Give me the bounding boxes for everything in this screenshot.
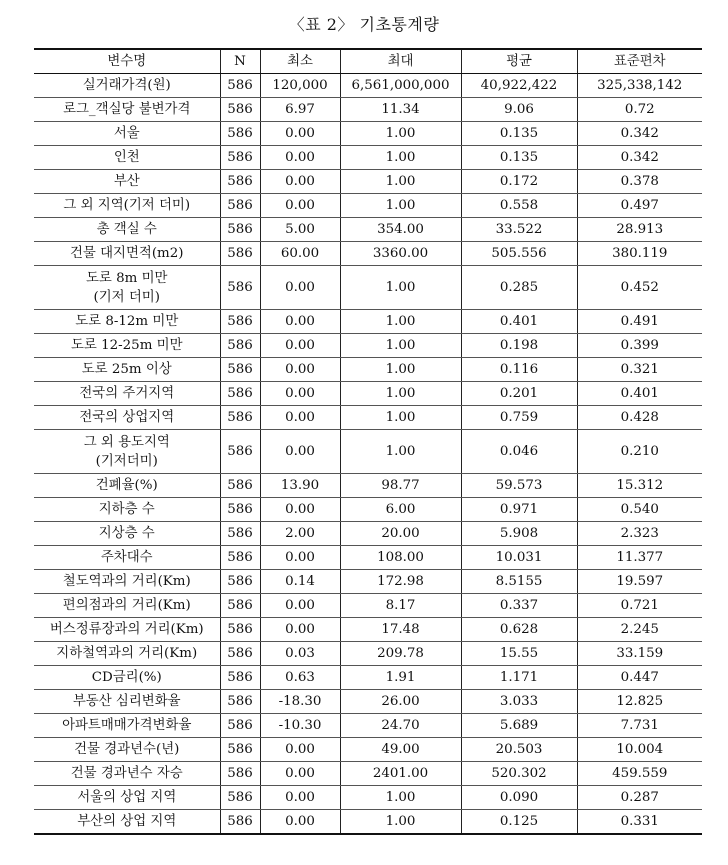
cell-n: 586 bbox=[220, 266, 260, 310]
table-body bbox=[34, 74, 702, 835]
cell-max: 172.98 bbox=[340, 570, 461, 594]
cell-max: 1.00 bbox=[340, 786, 461, 810]
cell-min: 0.00 bbox=[260, 498, 340, 522]
cell-min: 0.14 bbox=[260, 570, 340, 594]
cell-n: 586 bbox=[220, 146, 260, 170]
cell-variable-name: 주차대수 bbox=[34, 546, 220, 570]
cell-n: 586 bbox=[220, 310, 260, 334]
cell-min: 0.00 bbox=[260, 382, 340, 406]
cell-variable-name: 건물 경과년수 자승 bbox=[34, 762, 220, 786]
cell-min: -18.30 bbox=[260, 690, 340, 714]
cell-n: 586 bbox=[220, 714, 260, 738]
cell-max: 1.00 bbox=[340, 266, 461, 310]
col-header-min: 최소 bbox=[260, 49, 340, 74]
cell-n: 586 bbox=[220, 546, 260, 570]
cell-max: 1.00 bbox=[340, 334, 461, 358]
cell-n: 586 bbox=[220, 98, 260, 122]
table-header bbox=[34, 49, 702, 74]
cell-variable-name: 서울 bbox=[34, 122, 220, 146]
cell-max: 1.91 bbox=[340, 666, 461, 690]
cell-variable-name: 부산의 상업 지역 bbox=[34, 810, 220, 835]
cell-min: 120,000 bbox=[260, 74, 340, 98]
cell-sd: 0.342 bbox=[577, 122, 702, 146]
table-row bbox=[34, 594, 702, 618]
table-row bbox=[34, 242, 702, 266]
cell-max: 98.77 bbox=[340, 474, 461, 498]
cell-mean: 0.172 bbox=[461, 170, 577, 194]
cell-max: 1.00 bbox=[340, 170, 461, 194]
table-row bbox=[34, 406, 702, 430]
cell-sd: 0.428 bbox=[577, 406, 702, 430]
cell-mean: 0.971 bbox=[461, 498, 577, 522]
cell-n: 586 bbox=[220, 522, 260, 546]
cell-min: 0.00 bbox=[260, 266, 340, 310]
cell-min: 0.63 bbox=[260, 666, 340, 690]
cell-max: 6,561,000,000 bbox=[340, 74, 461, 98]
table-row bbox=[34, 690, 702, 714]
cell-min: 60.00 bbox=[260, 242, 340, 266]
cell-variable-name: 건물 대지면적(m2) bbox=[34, 242, 220, 266]
cell-variable-name: 실거래가격(원) bbox=[34, 74, 220, 98]
cell-variable-name: 전국의 주거지역 bbox=[34, 382, 220, 406]
cell-n: 586 bbox=[220, 382, 260, 406]
cell-variable-name: 그 외 용도지역 (기저더미) bbox=[34, 430, 220, 474]
cell-sd: 459.559 bbox=[577, 762, 702, 786]
cell-mean: 0.135 bbox=[461, 122, 577, 146]
table-row bbox=[34, 618, 702, 642]
cell-n: 586 bbox=[220, 242, 260, 266]
table-row bbox=[34, 666, 702, 690]
cell-max: 1.00 bbox=[340, 310, 461, 334]
cell-n: 586 bbox=[220, 690, 260, 714]
cell-variable-name: 버스정류장과의 거리(Km) bbox=[34, 618, 220, 642]
cell-sd: 7.731 bbox=[577, 714, 702, 738]
cell-variable-name: 부산 bbox=[34, 170, 220, 194]
cell-sd: 0.491 bbox=[577, 310, 702, 334]
cell-variable-name: 도로 12-25m 미만 bbox=[34, 334, 220, 358]
cell-variable-name: 지상층 수 bbox=[34, 522, 220, 546]
cell-min: 5.00 bbox=[260, 218, 340, 242]
cell-max: 2401.00 bbox=[340, 762, 461, 786]
cell-variable-name: CD금리(%) bbox=[34, 666, 220, 690]
cell-mean: 0.337 bbox=[461, 594, 577, 618]
table-row bbox=[34, 738, 702, 762]
table-row bbox=[34, 310, 702, 334]
table-row bbox=[34, 570, 702, 594]
cell-min: 0.00 bbox=[260, 786, 340, 810]
table-row bbox=[34, 546, 702, 570]
cell-max: 1.00 bbox=[340, 122, 461, 146]
cell-sd: 0.452 bbox=[577, 266, 702, 310]
cell-sd: 0.287 bbox=[577, 786, 702, 810]
cell-variable-name: 도로 8-12m 미만 bbox=[34, 310, 220, 334]
cell-variable-name: 지하층 수 bbox=[34, 498, 220, 522]
cell-n: 586 bbox=[220, 594, 260, 618]
table-row bbox=[34, 170, 702, 194]
cell-min: 0.00 bbox=[260, 146, 340, 170]
table-row bbox=[34, 498, 702, 522]
cell-sd: 0.497 bbox=[577, 194, 702, 218]
cell-min: 0.00 bbox=[260, 810, 340, 835]
cell-min: 0.00 bbox=[260, 334, 340, 358]
cell-mean: 59.573 bbox=[461, 474, 577, 498]
cell-mean: 5.689 bbox=[461, 714, 577, 738]
cell-mean: 3.033 bbox=[461, 690, 577, 714]
cell-sd: 28.913 bbox=[577, 218, 702, 242]
cell-mean: 0.198 bbox=[461, 334, 577, 358]
cell-max: 3360.00 bbox=[340, 242, 461, 266]
cell-variable-name: 인천 bbox=[34, 146, 220, 170]
cell-variable-name: 도로 8m 미만 (기저 더미) bbox=[34, 266, 220, 310]
table-row bbox=[34, 474, 702, 498]
cell-n: 586 bbox=[220, 738, 260, 762]
cell-mean: 0.285 bbox=[461, 266, 577, 310]
cell-min: 0.00 bbox=[260, 738, 340, 762]
cell-n: 586 bbox=[220, 498, 260, 522]
cell-sd: 10.004 bbox=[577, 738, 702, 762]
cell-sd: 19.597 bbox=[577, 570, 702, 594]
cell-n: 586 bbox=[220, 642, 260, 666]
cell-variable-name: 서울의 상업 지역 bbox=[34, 786, 220, 810]
cell-sd: 0.342 bbox=[577, 146, 702, 170]
cell-min: 0.00 bbox=[260, 406, 340, 430]
cell-sd: 12.825 bbox=[577, 690, 702, 714]
table-row bbox=[34, 146, 702, 170]
cell-mean: 20.503 bbox=[461, 738, 577, 762]
cell-mean: 0.401 bbox=[461, 310, 577, 334]
table-row bbox=[34, 810, 702, 835]
header-row bbox=[34, 49, 702, 74]
cell-mean: 0.090 bbox=[461, 786, 577, 810]
cell-sd: 0.540 bbox=[577, 498, 702, 522]
col-header-sd: 표준편차 bbox=[577, 49, 702, 74]
cell-mean: 0.558 bbox=[461, 194, 577, 218]
table-row bbox=[34, 194, 702, 218]
cell-max: 11.34 bbox=[340, 98, 461, 122]
cell-min: 0.00 bbox=[260, 762, 340, 786]
col-header-variable: 변수명 bbox=[34, 49, 220, 74]
cell-max: 1.00 bbox=[340, 382, 461, 406]
cell-min: 0.03 bbox=[260, 642, 340, 666]
cell-n: 586 bbox=[220, 430, 260, 474]
cell-max: 17.48 bbox=[340, 618, 461, 642]
cell-max: 1.00 bbox=[340, 194, 461, 218]
cell-max: 108.00 bbox=[340, 546, 461, 570]
table-row bbox=[34, 430, 702, 474]
table-row bbox=[34, 122, 702, 146]
table-row bbox=[34, 218, 702, 242]
cell-min: 2.00 bbox=[260, 522, 340, 546]
table-row bbox=[34, 266, 702, 310]
cell-variable-name: 전국의 상업지역 bbox=[34, 406, 220, 430]
cell-min: 6.97 bbox=[260, 98, 340, 122]
cell-sd: 2.245 bbox=[577, 618, 702, 642]
cell-mean: 5.908 bbox=[461, 522, 577, 546]
table-row bbox=[34, 786, 702, 810]
cell-sd: 0.447 bbox=[577, 666, 702, 690]
cell-n: 586 bbox=[220, 122, 260, 146]
table-row bbox=[34, 522, 702, 546]
cell-sd: 0.210 bbox=[577, 430, 702, 474]
cell-sd: 0.331 bbox=[577, 810, 702, 835]
cell-n: 586 bbox=[220, 358, 260, 382]
cell-min: 0.00 bbox=[260, 170, 340, 194]
table-row bbox=[34, 358, 702, 382]
cell-mean: 0.125 bbox=[461, 810, 577, 835]
cell-n: 586 bbox=[220, 786, 260, 810]
cell-variable-name: 철도역과의 거리(Km) bbox=[34, 570, 220, 594]
cell-sd: 15.312 bbox=[577, 474, 702, 498]
table-row bbox=[34, 382, 702, 406]
cell-min: 0.00 bbox=[260, 194, 340, 218]
cell-variable-name: 도로 25m 이상 bbox=[34, 358, 220, 382]
cell-sd: 0.399 bbox=[577, 334, 702, 358]
cell-sd: 0.721 bbox=[577, 594, 702, 618]
cell-max: 354.00 bbox=[340, 218, 461, 242]
cell-min: 13.90 bbox=[260, 474, 340, 498]
cell-max: 209.78 bbox=[340, 642, 461, 666]
cell-max: 1.00 bbox=[340, 430, 461, 474]
cell-n: 586 bbox=[220, 334, 260, 358]
cell-mean: 0.046 bbox=[461, 430, 577, 474]
col-header-max: 최대 bbox=[340, 49, 461, 74]
cell-mean: 15.55 bbox=[461, 642, 577, 666]
cell-n: 586 bbox=[220, 218, 260, 242]
cell-variable-name: 지하철역과의 거리(Km) bbox=[34, 642, 220, 666]
cell-min: 0.00 bbox=[260, 358, 340, 382]
cell-sd: 11.377 bbox=[577, 546, 702, 570]
cell-max: 49.00 bbox=[340, 738, 461, 762]
col-header-mean: 평균 bbox=[461, 49, 577, 74]
cell-variable-name: 편의점과의 거리(Km) bbox=[34, 594, 220, 618]
cell-min: 0.00 bbox=[260, 546, 340, 570]
cell-min: 0.00 bbox=[260, 618, 340, 642]
cell-min: -10.30 bbox=[260, 714, 340, 738]
cell-mean: 520.302 bbox=[461, 762, 577, 786]
cell-mean: 0.628 bbox=[461, 618, 577, 642]
cell-variable-name: 로그_객실당 불변가격 bbox=[34, 98, 220, 122]
col-header-n: N bbox=[220, 49, 260, 74]
cell-variable-name: 부동산 심리변화율 bbox=[34, 690, 220, 714]
cell-max: 24.70 bbox=[340, 714, 461, 738]
cell-max: 1.00 bbox=[340, 146, 461, 170]
cell-sd: 0.401 bbox=[577, 382, 702, 406]
cell-max: 20.00 bbox=[340, 522, 461, 546]
cell-mean: 0.116 bbox=[461, 358, 577, 382]
table-caption: 〈표 2〉 기초통계량 bbox=[288, 15, 440, 34]
cell-n: 586 bbox=[220, 194, 260, 218]
cell-variable-name: 그 외 지역(기저 더미) bbox=[34, 194, 220, 218]
table-row bbox=[34, 762, 702, 786]
cell-max: 6.00 bbox=[340, 498, 461, 522]
table-row bbox=[34, 74, 702, 98]
cell-n: 586 bbox=[220, 618, 260, 642]
cell-mean: 0.135 bbox=[461, 146, 577, 170]
cell-min: 0.00 bbox=[260, 430, 340, 474]
cell-mean: 10.031 bbox=[461, 546, 577, 570]
cell-mean: 0.759 bbox=[461, 406, 577, 430]
cell-mean: 8.5155 bbox=[461, 570, 577, 594]
cell-mean: 9.06 bbox=[461, 98, 577, 122]
cell-mean: 33.522 bbox=[461, 218, 577, 242]
table-row bbox=[34, 642, 702, 666]
cell-n: 586 bbox=[220, 406, 260, 430]
cell-sd: 0.72 bbox=[577, 98, 702, 122]
cell-n: 586 bbox=[220, 810, 260, 835]
cell-sd: 0.321 bbox=[577, 358, 702, 382]
cell-min: 0.00 bbox=[260, 122, 340, 146]
cell-mean: 1.171 bbox=[461, 666, 577, 690]
cell-n: 586 bbox=[220, 762, 260, 786]
cell-mean: 0.201 bbox=[461, 382, 577, 406]
cell-variable-name: 총 객실 수 bbox=[34, 218, 220, 242]
cell-max: 1.00 bbox=[340, 406, 461, 430]
cell-n: 586 bbox=[220, 666, 260, 690]
cell-sd: 2.323 bbox=[577, 522, 702, 546]
cell-sd: 325,338,142 bbox=[577, 74, 702, 98]
cell-variable-name: 아파트매매가격변화율 bbox=[34, 714, 220, 738]
cell-max: 8.17 bbox=[340, 594, 461, 618]
cell-sd: 33.159 bbox=[577, 642, 702, 666]
cell-variable-name: 건물 경과년수(년) bbox=[34, 738, 220, 762]
cell-max: 1.00 bbox=[340, 810, 461, 835]
cell-sd: 380.119 bbox=[577, 242, 702, 266]
table-row bbox=[34, 714, 702, 738]
cell-variable-name: 건폐율(%) bbox=[34, 474, 220, 498]
table-row bbox=[34, 334, 702, 358]
cell-min: 0.00 bbox=[260, 594, 340, 618]
cell-max: 26.00 bbox=[340, 690, 461, 714]
cell-mean: 505.556 bbox=[461, 242, 577, 266]
cell-min: 0.00 bbox=[260, 310, 340, 334]
cell-n: 586 bbox=[220, 570, 260, 594]
cell-max: 1.00 bbox=[340, 358, 461, 382]
cell-mean: 40,922,422 bbox=[461, 74, 577, 98]
cell-n: 586 bbox=[220, 170, 260, 194]
table-row bbox=[34, 98, 702, 122]
cell-sd: 0.378 bbox=[577, 170, 702, 194]
cell-n: 586 bbox=[220, 74, 260, 98]
descriptive-statistics-table bbox=[34, 48, 702, 835]
cell-n: 586 bbox=[220, 474, 260, 498]
